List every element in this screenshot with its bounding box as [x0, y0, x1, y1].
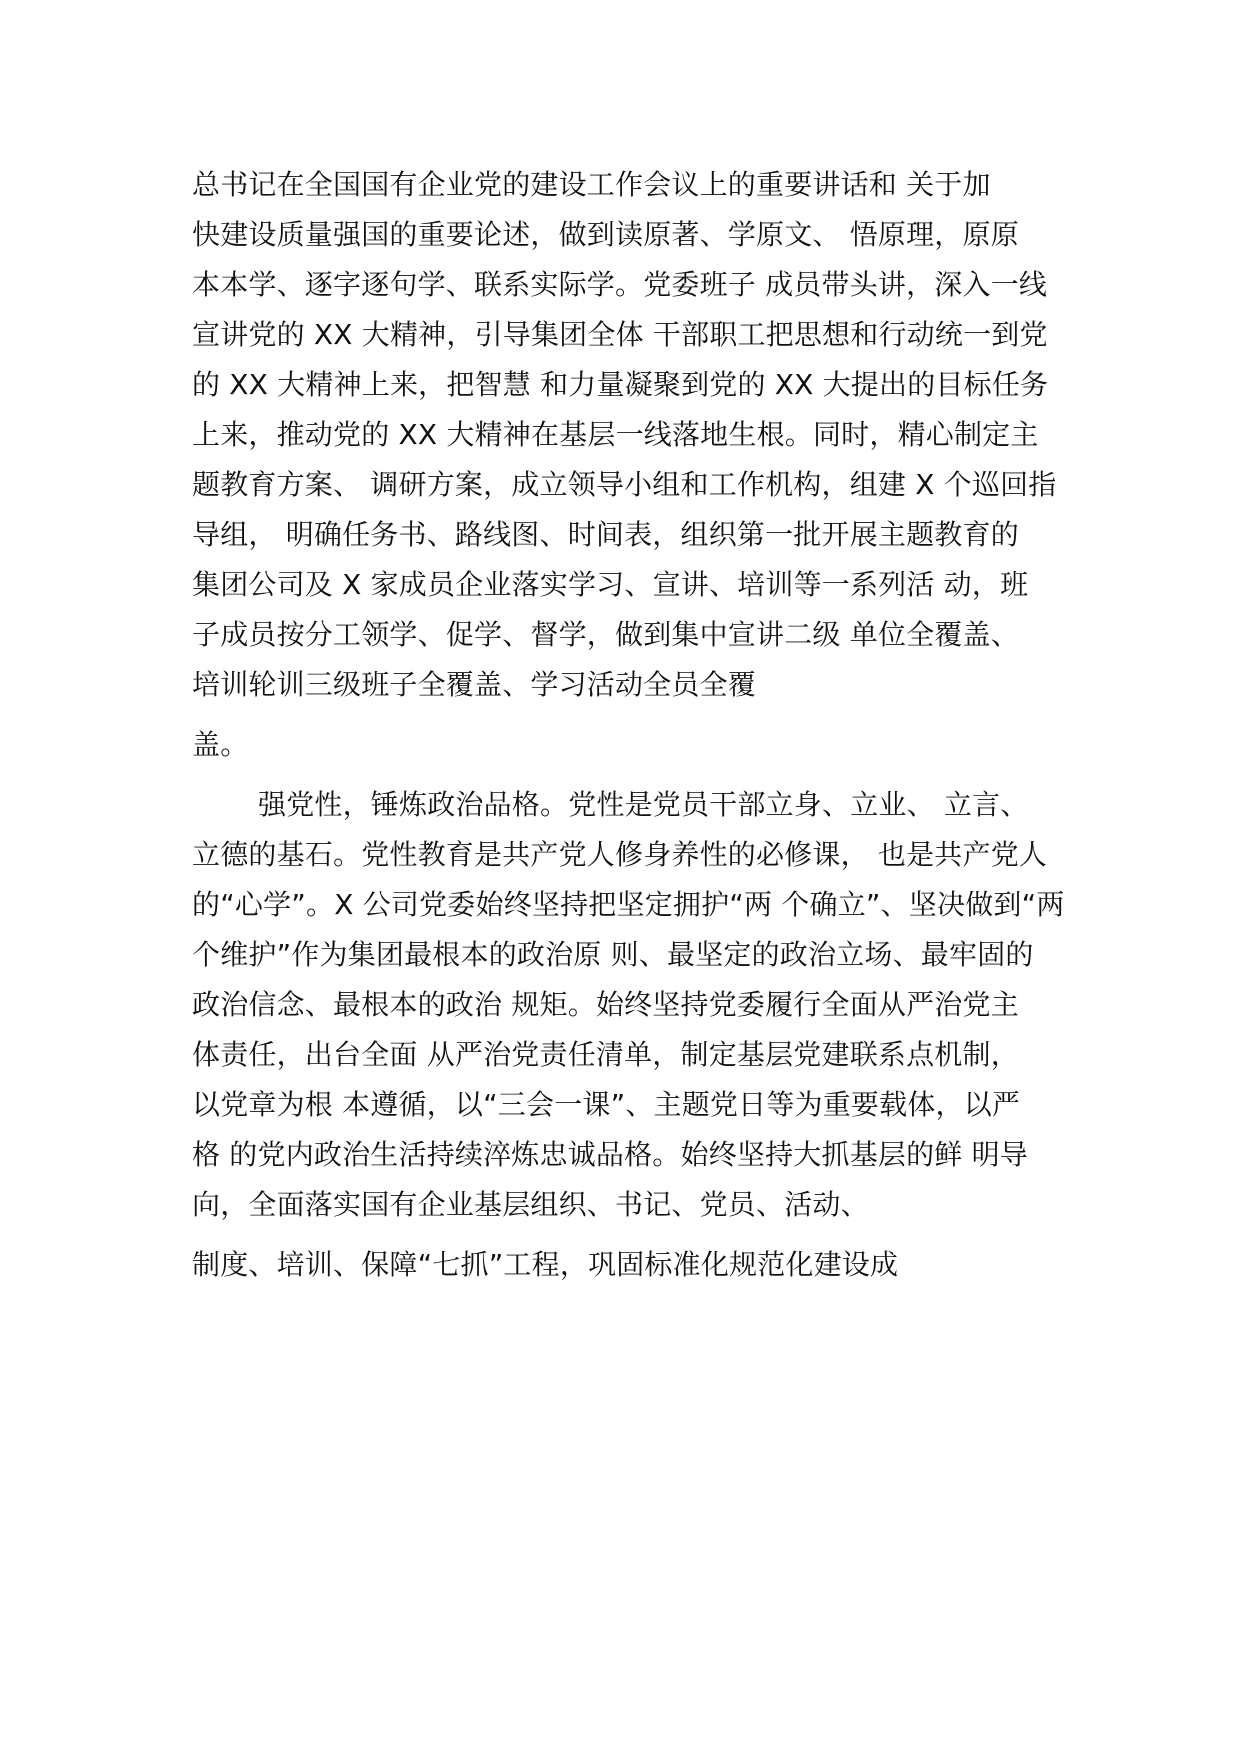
text-line: 盖。: [192, 728, 249, 761]
text-line: 向，全面落实国有企业基层组织、书记、党员、活动、: [192, 1188, 869, 1221]
text-line: 导组， 明确任务书、路线图、时间表，组织第一批开展主题教育的: [192, 518, 1019, 551]
text-line: 立德的基石。党性教育是共产党人修身养性的必修课， 也是共产党人: [192, 838, 1048, 871]
text-line: 个维护”作为集团最根本的政治原 则、最坚定的政治立场、最牢固的: [192, 938, 1034, 971]
text-line: 题教育方案、 调研方案，成立领导小组和工作机构，组建 X 个巡回指: [192, 468, 1057, 501]
text-line: 制度、培训、保障“七抓”工程，巩固标准化规范化建设成: [192, 1248, 899, 1281]
text-line: 的“心学”。X 公司党委始终坚持把坚定拥护“两 个确立”、坚决做到“两: [192, 888, 1065, 921]
text-line: 快建设质量强国的重要论述，做到读原著、学原文、 悟原理，原原: [192, 218, 1019, 251]
text-line: 体责任，出台全面 从严治党责任清单，制定基层党建联系点机制，: [192, 1038, 1019, 1071]
text-line: 政治信念、最根本的政治 规矩。始终坚持党委履行全面从严治党主: [192, 988, 1019, 1021]
paragraph-first-line: 强党性，锤炼政治品格。党性是党员干部立身、立业、 立言、: [258, 788, 1029, 821]
text-line: 格 的党内政治生活持续淬炼忠诚品格。始终坚持大抓基层的鲜 明导: [192, 1138, 1029, 1171]
text-line: 以党章为根 本遵循，以“三会一课”、主题党日等为重要载体，以严: [192, 1088, 1021, 1121]
text-line: 集团公司及 X 家成员企业落实学习、宣讲、培训等一系列活 动，班: [192, 568, 1029, 601]
text-line: 总书记在全国国有企业党的建设工作会议上的重要讲话和 关于加: [192, 168, 991, 201]
text-line: 上来，推动党的 XX 大精神在基层一线落地生根。同时，精心制定主: [192, 418, 1039, 451]
text-line: 子成员按分工领学、促学、督学，做到集中宣讲二级 单位全覆盖、: [192, 618, 1019, 651]
text-line: 宣讲党的 XX 大精神，引导集团全体 干部职工把思想和行动统一到党: [192, 318, 1048, 351]
text-line: 培训轮训三级班子全覆盖、学习活动全员全覆: [192, 668, 757, 701]
text-line: 的 XX 大精神上来，把智慧 和力量凝聚到党的 XX 大提出的目标任务: [192, 368, 1049, 401]
text-line: 本本学、逐字逐句学、联系实际学。党委班子 成员带头讲，深入一线: [192, 268, 1048, 301]
